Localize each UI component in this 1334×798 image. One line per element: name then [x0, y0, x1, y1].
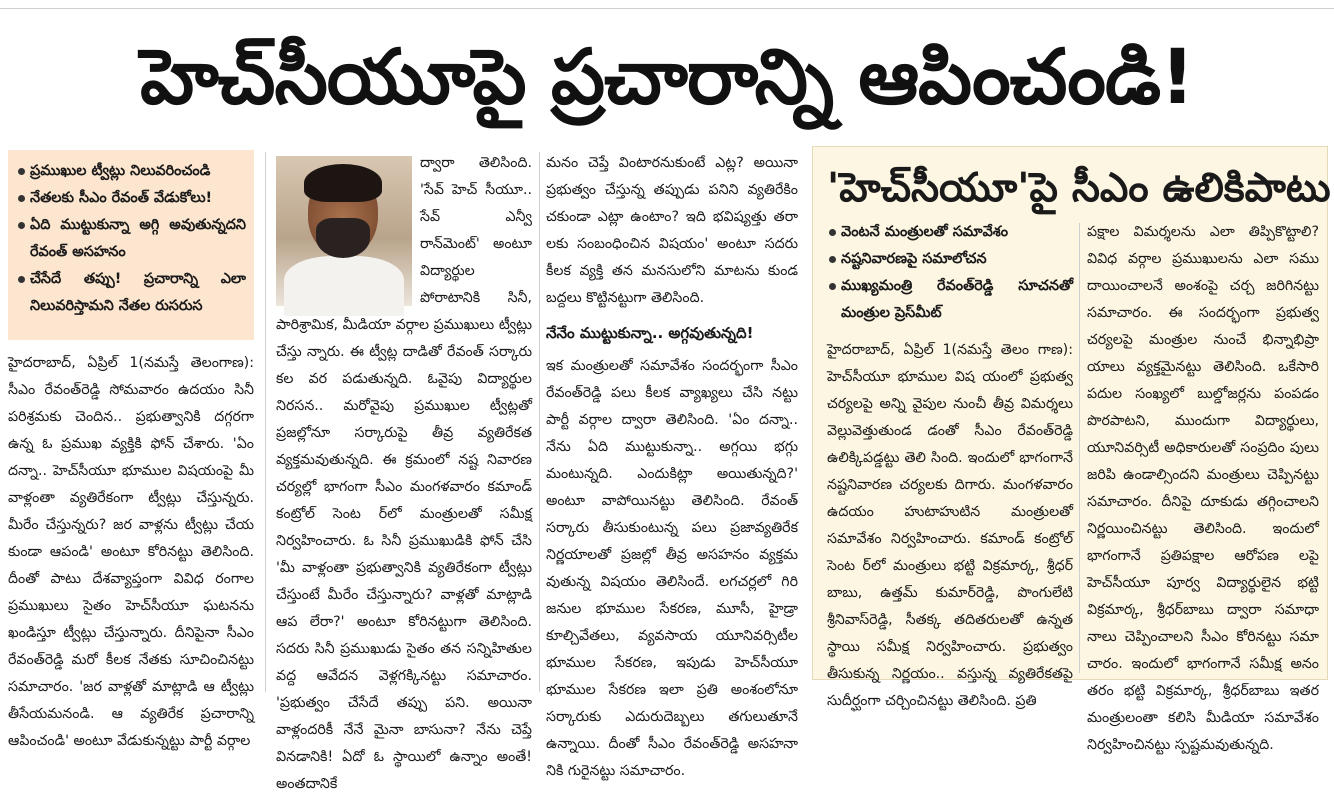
highlight-item	[827, 219, 1073, 246]
side-story-title: 'హెచ్‌సీయూ'పై సీఎం ఉలికిపాటు	[827, 165, 1331, 211]
highlight-item	[16, 212, 246, 266]
highlight-item	[16, 158, 246, 185]
highlight-text: వెంటనే మంత్రులతో సమావేశం	[841, 224, 1009, 240]
side-story-box	[812, 146, 1331, 753]
article-text: హైదరాబాద్, ఏప్రిల్ 1(నమస్తే తెలంగాణ): సీఎం రేవంత్‌రెడ్డి సోమవారం ఉదయం సినీ పరిశ్రమకు చెందిన.. ప్రభుత్వానికి దగ్గరగా ఉన్న ఓ ప్రముఖ వ్యక్తికి ఫోన్ చేశారు. 'ఏం దన్నా.. హెచ్‌సీయూ భూముల విషయంపై మీ వాళ్లంతా వ్యతిరేకంగా ట్వీట్లు చేస్తున్నరు. మీరేం చేస్తున్నరు? జర వాళ్లను ట్వీట్లు చేయ కుండా ఆపండి' అంటూ కోరినట్టు తెలిసింది. దీంతో పాటు దేశవ్యాప్తంగా వివిధ రంగాల ప్రముఖులు సైతం హెచ్‌సీయూ ఘటనను ఖండిస్తూ ట్వీట్లు చేస్తున్నారు. దీనిపైనా సీఎం రేవంత్‌రెడ్డి మరో కీలక నేతకు సూచించినట్టు సమాచారం. 'జర వాళ్లతో మాట్లాడి ఆ ట్వీట్లు తీసేయమనండి. ఆ వ్యతిరేక ప్రచారాన్ని ఆపించండి' అంటూ వేడుకున్నట్టు పార్టీ వర్గాల	[8, 355, 254, 749]
side-story-column-2	[1087, 219, 1319, 753]
highlight-item	[16, 266, 246, 320]
bullet-icon	[827, 219, 841, 246]
article-text: హైదరాబాద్, ఏప్రిల్ 1(నమస్తే తెలం గాణ): హెచ్‌సీయూ భూముల విష యంలో ప్రభుత్వ చర్యలపై అన్ని వైపుల నుంచీ తీవ్ర విమర్శలు వెల్లువెత్తుతుండ డంతో సీఎం రేవంత్‌రెడ్డి ఉలిక్కిపడ్డట్టు తెలి సింది. ఇందులో భాగంగానే నష్టనివారణ చర్యలకు దిగారు. మంగళవారం ఉదయం హుటాహుటిన మంత్రులతో సమావేశం నిర్వహించారు. కమాండ్ కంట్రోల్ సెంట ర్‌లో మంత్రులు భట్టి విక్రమార్క, శ్రీధర్ బాబు, ఉత్తమ్ కుమార్‌రెడ్డి, పొంగులేటి శ్రీనివాస్‌రెడ్డి, సీతక్క తదితరులతో ఉన్నత స్థాయి సమీక్ష నిర్వహించారు. ప్రభుత్వం తీసుకున్న నిర్ణయం.. వస్తున్న వ్యతిరేకతపై సుదీర్ఘంగా చర్చించినట్టు తెలిసింది. ప్రతి	[827, 342, 1073, 709]
highlight-text: ఏది ముట్టుకున్నా అగ్గి అవుతున్నదని రేవంత్ అసహనం	[30, 217, 246, 260]
bullet-icon	[827, 246, 841, 273]
top-rule	[0, 8, 1334, 9]
article-column-1	[8, 150, 254, 749]
headline: హెచ్‌సీయూపై ప్రచారాన్ని ఆపించండి!	[140, 32, 1194, 121]
bullet-icon	[16, 266, 30, 293]
column-rule-1	[265, 152, 266, 692]
article-text: ఇక మంత్రులతో సమావేశం సందర్భంగా సీఎం రేవంత్‌రెడ్డి పలు కీలక వ్యాఖ్యలు చేసి నట్టు పార్టీ వర్గాల ద్వారా తెలిసింది. 'ఏం దన్నా.. నేను ఏది ముట్టుకున్నా.. అగ్గయి భగ్గు మంటున్నది. ఎందుకిట్లా అయితున్నది?' అంటూ వాపోయినట్టు తెలిసింది. రేవంత్ సర్కారు తీసుకుంటున్న పలు ప్రజావ్యతిరేక నిర్ణయాలతో ప్రజల్లో తీవ్ర అసహనం వ్యక్తమ వుతున్న విషయం తెలిసిందే. లగచర్లలో గిరి జనుల భూముల సేకరణ, మూసీ, హైడ్రా కూల్చివేతలు, వ్యవసాయ యూనివర్సిటీల భూముల సేకరణ, ఇపుడు హెచ్‌సీయూ భూముల సేకరణ ఇలా ప్రతి అంశంలోనూ సర్కారుకు ఎదురుదెబ్బలు తగులుతూనే ఉన్నాయి. దీంతో సీఎం రేవంత్‌రెడ్డి అసహనా నికి గురైనట్టు సమాచారం.	[546, 358, 798, 779]
article-column-3	[546, 150, 798, 779]
highlight-item	[827, 246, 1073, 273]
highlight-text: ప్రముఖుల ట్వీట్లు నిలువరించండి	[30, 163, 211, 179]
highlights-box	[8, 150, 254, 340]
article-text: మనం చెప్తే వింటారనుకుంటే ఎట్ల? అయినా ప్రభుత్వం చేస్తున్న తప్పుడు పనిని వ్యతిరేకిం చకుండా ఎట్లా ఉంటాం? ఇది భవిష్యత్తు తరా లకు సంబంధించిన విషయం' అంటూ సదరు కీలక వ్యక్తి తన మనసులోని మాటను కుండ బద్దలు కొట్టినట్టుగా తెలిసింది.	[546, 155, 798, 306]
bullet-icon	[16, 185, 30, 212]
side-story-column-1	[827, 219, 1073, 709]
subheading: నేనేం ముట్టుకున్నా.. అగ్గవుతున్నది!	[546, 324, 754, 342]
highlight-item	[16, 185, 246, 212]
column-rule-2	[539, 152, 540, 692]
bullet-icon	[16, 212, 30, 239]
side-highlights	[827, 219, 1073, 327]
bullet-icon	[827, 273, 841, 300]
bullet-icon	[16, 158, 30, 185]
highlight-item	[827, 273, 1073, 327]
highlight-text: నేతలకు సీఎం రేవంత్ వేడుకోలు!	[30, 190, 213, 206]
highlight-text: ముఖ్యమంత్రి రేవంత్‌రెడ్డి సూచనతో మంత్రుల ప్రెస్‌మీట్	[841, 278, 1073, 321]
article-text: ద్వారా తెలిసింది. 'సేవ్ హెచ్ సీయూ.. సేవ్ ఎన్వీ రాన్‌మెంట్' అంటూ విద్యార్థుల పోరాటానికి సినీ, పారిశ్రామిక, మీడియా వర్గాల ప్రముఖులు ట్వీట్లు చేస్తు న్నారు. ఈ ట్వీట్ల దాడితో రేవంత్ సర్కారు కల వర పడుతున్నది. ఓవైపు విద్యార్థుల నిరసన.. మరోవైపు ప్రముఖుల ట్వీట్లతో ప్రజల్లోనూ సర్కారుపై తీవ్ర వ్యతిరేకత వ్యక్తమవుతున్నది. ఈ క్రమంలో నష్ట నివారణ చర్యల్లో భాగంగా సీఎం మంగళవారం కమాండ్ కంట్రోల్ సెంట ర్‌లో మంత్రులతో సమీక్ష నిర్వహించారు. ఓ సినీ ప్రముఖుడికి ఫోన్ చేసి 'మీ వాళ్లంతా ప్రభుత్వానికి వ్యతిరేకంగా ట్వీట్లు చేస్తుంటే మీరేం చేస్తున్నారు? వాళ్లతో మాట్లాడి ఆప లేరా?' అంటూ కోరినట్టుగా తెలిసింది. సదరు సినీ ప్రముఖుడు సైతం తన సన్నిహితుల వద్ద ఆవేదన వెళ్లగక్కినట్టు సమాచారం. 'ప్రభుత్వం చేసేదే తప్పు పని. అయినా వాళ్లందరికీ నేనే మైనా బాసునా? నేను చెప్తే వినడానికి! ఏదో ఓ స్థాయిలో ఉన్నాం అంతే! అంతదానికే	[276, 155, 532, 792]
box-column-rule	[1079, 223, 1080, 673]
highlight-text: చేసేదే తప్పు! ప్రచారాన్ని ఎలా నిలువరిస్తామని నేతల రుసరుస	[30, 271, 246, 314]
highlight-text: నష్టనివారణపై సమాలోచన	[841, 251, 987, 267]
article-column-2	[276, 150, 532, 792]
article-text: పక్షాల విమర్శలను ఎలా తిప్పికొట్టాలి? వివిధ వర్గాల ప్రముఖులను ఎలా సము దాయించాలనే అంశంపై చర్చ జరిగినట్టు సమాచారం. ఈ సందర్భంగా ప్రభుత్వ చర్యలపై మంత్రుల నుంచే భిన్నాభిప్రా యాలు వ్యక్తమైనట్టు తెలిసింది. ఒకేసారి పదుల సంఖ్యలో బుల్డోజర్లను పంపడం పొరపాటని, ముందుగా విద్యార్థులు, యూనివర్సిటీ అధికారులతో సంప్రదిం పులు జరిపి ఉండాల్సిందని మంత్రులు చెప్పినట్టు సమాచారం. దీనిపై దూకుడు తగ్గించాలని నిర్ణయించినట్టు తెలిసింది. ఇందులో భాగంగానే ప్రతిపక్షాల ఆరోపణ లపై హెచ్‌సీయూ పూర్వ విద్యార్థులైన భట్టి విక్రమార్క, శ్రీధర్‌బాబు ద్వారా సమాధా నాలు చెప్పించాలని సీఎం కోరినట్టు సమా చారం. ఇందులో భాగంగానే సమీక్ష అనం తరం భట్టి విక్రమార్క, శ్రీధర్‌బాబు ఇతర మంత్రులంతా కలిసి మీడియా సమావేశం నిర్వహించినట్టు స్పష్టమవుతున్నది.	[1087, 224, 1319, 753]
portrait-photo	[276, 156, 412, 306]
